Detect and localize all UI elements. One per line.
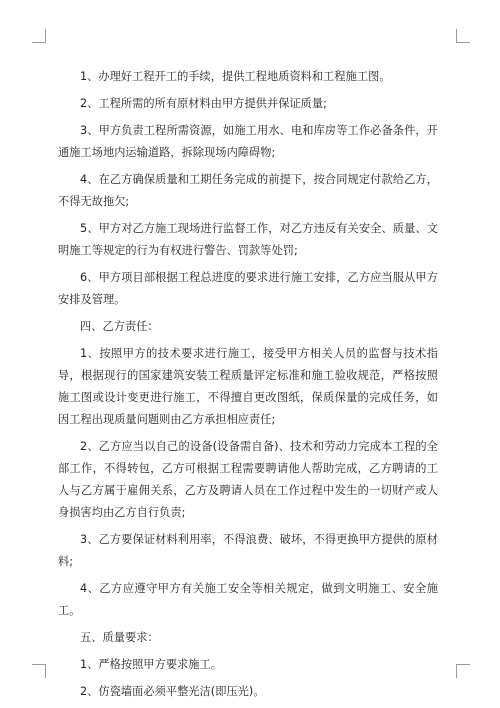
paragraph: 2、工程所需的所有原材料由甲方提供并保证质量; — [80, 97, 327, 110]
paragraph: 4、乙方应遵守甲方有关施工安全等相关规定，做到文明施工、安全施工。 — [58, 582, 438, 617]
section-heading: 四、乙方责任： — [80, 320, 159, 333]
crop-mark-bottom-left-v — [45, 664, 46, 678]
paragraph: 6、甲方项目部根据工程总进度的要求进行施工安排，乙方应当服从甲方安排及管理。 — [58, 271, 438, 306]
paragraph: 5、甲方对乙方施工现场进行监督工作，对乙方违反有关安全、质量、文明施工等规定的行为有权进行警告、罚款等处罚; — [58, 222, 438, 257]
section-heading: 五、质量要求： — [80, 631, 159, 644]
crop-mark-top-right-h — [456, 42, 470, 43]
paragraph: 1、按照甲方的技术要求进行施工，接受甲方相关人员的监督与技术指导，根据现行的国家建筑安装工程质量评定标准和施工验收规范，严格按照施工图或设计变更进行施工，不得擅自更改图纸，保质保量的完成任务，如因工程出现质量问题则由乙方承担相应责任; — [58, 347, 438, 426]
paragraph: 2、仿瓷墙面必须平整光洁(即压光)。 — [80, 685, 265, 698]
crop-mark-bottom-left-h — [32, 664, 46, 665]
paragraph: 2、乙方应当以自己的设备(设备需自备)、技术和劳动力完成本工程的全部工作，不得转包，乙方可根据工程需要聘请他人帮助完成，乙方聘请的工人与乙方属于雇佣关系，乙方及聘请人员在工作过程中发生的一切财产或人身损害均由乙方自行负责; — [58, 440, 438, 519]
crop-mark-top-right-v — [456, 29, 457, 43]
paragraph: 3、乙方要保证材料利用率，不得浪费、破坏，不得更换甲方提供的原材料; — [58, 533, 438, 568]
crop-mark-top-left-v — [45, 29, 46, 43]
paragraph: 3、甲方负责工程所需资源，如施工用水、电和库房等工作必备条件，开通施工场地内运输道路，拆除现场内障碍物; — [58, 124, 438, 159]
crop-mark-bottom-right-h — [456, 664, 470, 665]
document-body — [58, 66, 438, 708]
crop-mark-bottom-right-v — [456, 664, 457, 678]
paragraph: 1、办理好工程开工的手续，提供工程地质资料和工程施工图。 — [80, 70, 391, 83]
paragraph: 4、在乙方确保质量和工期任务完成的前提下，按合同规定付款给乙方，不得无故拖欠; — [58, 173, 438, 208]
paragraph: 1、严格按照甲方要求施工。 — [80, 658, 223, 671]
crop-mark-top-left-h — [32, 42, 46, 43]
